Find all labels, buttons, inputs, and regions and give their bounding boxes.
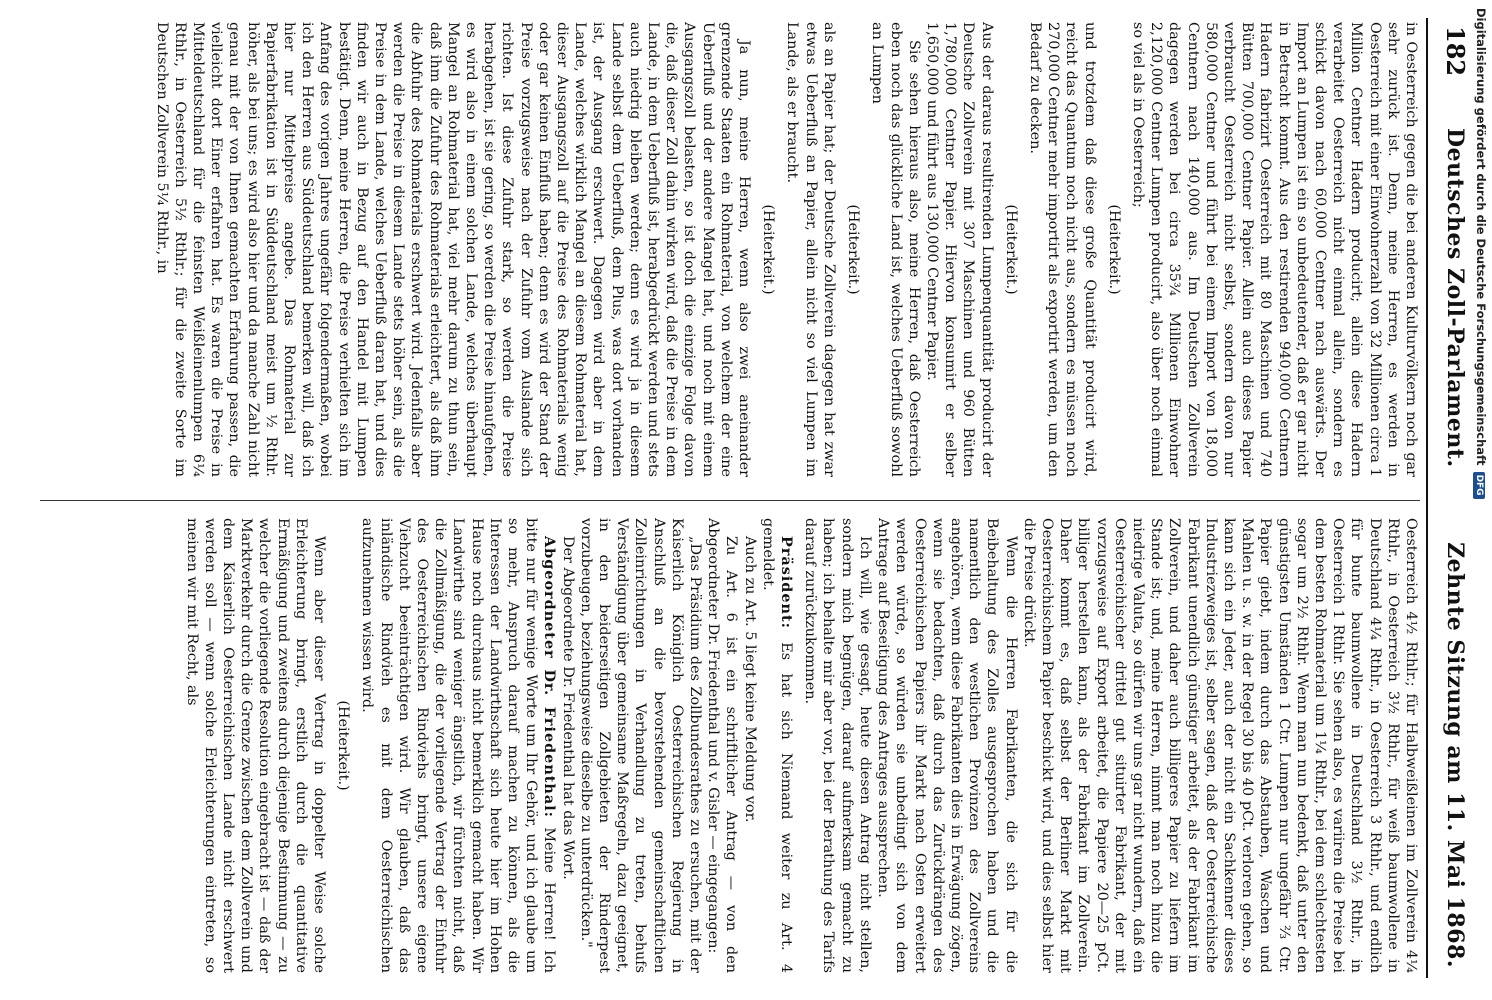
paragraph: Der Abgeordnete Dr. Friedenthal hat das Wort. — [559, 536, 576, 880]
paragraph: Wenn aber dieser Vertrag in doppelter Weise solche Erleichterung bringt, erstlich durch die quantitative Ermäßigung und zweitens durch diejenige Bestimmung — zu welcher die vorliegende Resolution eingebracht ist — daß der Marktverkehr durch die Grenze zwischen dem Zollverein und dem Kaiserlich Oesterreichischen Lande nicht erschwert werden soll — wenn solche Erleichterungen eintreten, so meinen wir mit Recht, als — [183, 518, 328, 973]
text-columns — [40, 18, 1420, 978]
credit-line — [1473, 8, 1488, 499]
paragraph: Sie sehen hieraus also, meine Herren, daß Oesterreich eben noch das glückliche Land ist, welches Ueberfluß sowohl an Lumpen — [869, 22, 922, 477]
paragraph: Auch zu Art. 5 liegt keine Meldung vor. — [741, 536, 758, 823]
statement-text: Meine Herren! Ich bitte nur für wenige Worte um Ihr Gehör, und ich glaube um so mehr, Anspruch darauf machen zu können, als die Interessen der Landwirthschaft sich heute hier im Hohen Hause noch durchaus nicht bemerklich gemacht haben. Wir Landwirthe sind weniger ängstlich, wir fürchten nicht, daß die Zollmäßigung, die der vorliegende Vertrag der Einfuhr des Oesterreichischen Rindviehs bringt, unsere eigene Viehzucht beeinträchtigen wird. Wir glauben, daß das inländische Rindvieh es mit dem Oesterreichischen aufzunehmen wissen wird. — [359, 518, 558, 973]
speaker-statement — [358, 518, 558, 973]
laughter-note: (Heiterkeit.) — [1002, 204, 1019, 295]
paragraph: Ja nun, meine Herren, wenn also zwei aneinander grenzende Staaten ein Rohmaterial, von welchem der eine Ueberfluß und der andere Mangel hat, und noch mit einem Ausgangszoll belasten, so ist doch die einzige Folge davon die, daß dieser Zoll dahin wirken wird, daß die Preise in dem Lande, in dem Ueberfluß ist, herabgedrückt werden und stets auch niedrig bleiben werden; denn es wird ja in diesem Lande selbst dem Ueberfluß, dem Plus, was dort vorhanden ist, der Ausgang erschwert. Dagegen wird aber in dem Lande, welches wirklich Mangel an diesem Rohmaterial hat, dieser Ausgangszoll auf die Preise des Rohmaterials wenig oder gar keinen Einfluß haben; denn es wird der Stand der Preise vorzugsweise nach der Zufuhr vom Auslande sich richten. Ist diese Zufuhr stark, so werden die Preise herabgehen, ist sie gering, so werden die Preise hinaufgehen, es wird also in einem solchen Lande, welches überhaupt Mangel an Rohmaterial hat, viel mehr darum zu thun sein, daß ihm die Zufuhr des Rohmaterials erleichtert, als daß ihm die Abfuhr des Rohmaterials erschwert wird. Jedenfalls aber werden die Preise in diesem Lande stets höher sein, als die Preise in dem Lande, welches Ueberfluß daran hat, und dies finden wir auch in Bezug auf den Handel mit Lumpen bestätigt. Denn, meine Herren, die Preise verhielten sich im Anfang des vorigen Jahres ungefähr folgendermaßen, wobei ich den Herren aus Süddeutschland bemerken will, daß ich hier nur Mittelpreise angebe. Das Rohmaterial zur Papierfabrikation ist in Süddeutschland meist um ½ Rthlr. höher, als bei uns; es wird also hier und da manche Zahl nicht genau mit der von Ihnen gemachten Erfahrung passen, die vielleicht dort Einer erfahren hat. Es waren die Preise in Mitteldeutschland für die feinsten Weißleinenlumpen 6¼ Rthlr., in Oesterreich 5½ Rthlr.; für die zweite Sorte im Deutschen Zollverein 5¼ Rthlr., in — [153, 22, 753, 477]
paragraph: als an Papier hat; der Deutsche Zollverein dagegen hat zwar etwas Ueberfluß an Papier, allein nicht so viel Lumpen im Lande, als er braucht. — [784, 22, 837, 477]
right-column — [40, 518, 1420, 973]
laughter-note: (Heiterkeit.) — [1105, 204, 1122, 295]
speaker-label: Abgeordneter Dr. Friedenthal: — [541, 536, 559, 818]
paragraph: Ich will, wie gesagt, heute diesen Antrag nicht stellen, sondern mich begnügen, darauf aufmerksam gemacht zu haben; ich behalte mir aber vor, bei der Berathung des Tarifs darauf zurückzukommen. — [802, 518, 873, 973]
statement-text: Es hat sich Niemand weiter zu Art. 4 gemeldet. — [759, 518, 795, 973]
column-divider — [40, 500, 1420, 501]
credit-text: Digitalisierung gefördert durch die Deutsche Forschungsgemeinschaft — [1474, 8, 1488, 466]
page-number: 182 — [1441, 26, 1470, 77]
paragraph: Oesterreich 4½ Rthlr.; für Halbweißleinen im Zollverein 4¼ Rthlr., in Oesterreich 3½ Rthlr., für weiß baumwollene in Deutschland 4¼ Rthlr., in Oesterreich 3 Rthlr., und endlich für bunte baumwollene in Deutschland 3½ Rthlr., in Oesterreich 1 Rthlr. Sie sehen also, es variiren die Preise bei dem besten Rohmaterial um 1¼ Rthlr., bei dem schlechtesten sogar um 2½ Rthlr. Wenn man nun bedenkt, daß unter den günstigsten Umständen 1 Ctr. Lumpen nur ungefähr ⅔ Ctr. Papier giebt, indem durch das Abstauben, Waschen und Mahlen u. s. w. in der Regel 30 bis 40 pCt. verloren gehen, so kann sich ein Jeder, auch der nicht ein Sachkenner dieses Industriezweiges ist, selber sagen, daß der Oesterreichische Fabrikant unendlich günstiger arbeitet, als der Fabrikant im Zollverein, und daher auch billigeres Papier zu liefern im Stande ist; und, meine Herren, nimmt man noch hinzu die niedrige Valuta, so dürfen wir uns gar nicht wundern, daß ein Oesterreichischer drittel gut situirter Fabrikant, der mit vorzugsweise auf Export arbeitet, die Papiere 20—25 pCt. billiger herstellen kann, als der Fabrikant im Zollverein. Daher kommt es, daß selbst der Berliner Markt mit Oesterreichischem Papier beschickt wird, und dies selbst hier die Preise drückt. — [1020, 518, 1419, 973]
motion-quote: „Das Präsidium des Zollbundesrathes zu ersuchen, mit der Kaiserlich Königlich Oesterreichischen Regierung in Anschluß an die bevorstehenden gemeinschaftlichen Zolleinrichtungen in Verhandlung zu treten, behufs Verständigung über gemeinsame Maßregeln, dazu geeignet, in den beiderseitigen Zollgebieten der Rinderpest vorzubeugen, beziehungsweise dieselbe zu unterdrücken." — [577, 518, 704, 973]
paragraph: in Oesterreich gegen die bei anderen Kulturvölkern noch gar sehr zurück ist. Denn, meine Herren, es werden in Oesterreich mit einer Einwohnerzahl von 32 Millionen circa 1 Million Centner Hadern producirt; allein diese Hadern verarbeitet Oesterreich nicht einmal allein, sondern es schickt davon nach 60,000 Centner nach auswärts. Der Import an Lumpen ist ein so unbedeutender, daß er gar nicht in Betracht kommt. Aus den restirenden 940,000 Centnern Hadern fabrizirt Oesterreich mit 80 Maschinen und 740 Bütten 700,000 Centner Papier. Allein auch dieses Papier verbraucht Oesterreich nicht selbst, sondern davon nur 580,000 Centner und führt bei einem Import von 18,000 Centnern nach 140,000 aus. Im Deutschen Zollverein dagegen werden bei circa 35¾ Millionen Einwohner 2,120,000 Centner Lumpen producirt, also über noch einmal so viel als in Oesterreich; — [1129, 22, 1419, 477]
paragraph: und trotzdem daß diese große Quantität producirt wird, reicht das Quantum noch nicht aus, sondern es müssen noch 270,000 Centner mehr importirt als exportirt werden, um den Bedarf zu decken. — [1026, 22, 1098, 477]
paragraph: Wenn die Herren Fabrikanten, die sich für die Beibehaltung des Zolles ausgesprochen haben und die namentlich den westlichen Provinzen des Zollvereins angehören, wenn diese Fabrikanten dies in Erwägung zögen, wenn sie bedachten, daß durch das Zurückdrängen des Oesterreichischen Papiers ihr Markt nach Osten erweitert werden würde, so würden sie unbedingt sich von dem Antrage auf Beseitigung des Antrages aussprechen. — [875, 518, 1019, 973]
dfg-logo: DFG — [1473, 472, 1485, 499]
laughter-note: (Heiterkeit.) — [760, 204, 777, 295]
president-statement — [759, 518, 795, 973]
speaker-label: Präsident: — [778, 536, 796, 629]
paragraph: Zu Art. 6 ist ein schriftlicher Antrag — von den Abgeordneter Dr. Friedenthal und v. Gisler — eingegangen: — [705, 518, 740, 973]
running-title-right: Zehnte Sitzung am 11. Mai 1868. — [1442, 542, 1468, 968]
left-column — [40, 22, 1420, 477]
laughter-note: (Heiterkeit.) — [845, 204, 862, 295]
rotated-page-content — [36, 18, 1476, 978]
page-header — [1426, 18, 1476, 978]
running-title-left: Deutsches Zoll-Parlament. — [1442, 128, 1468, 468]
digitization-credit — [1472, 8, 1488, 993]
paragraph: Aus der daraus resultirenden Lumpenquantität producirt der Deutsche Zollverein mit 307 Maschinen und 960 Bütten 1,780,000 Centner Papier. Hiervon konsumirt er selber 1,650,000 und führt aus 130,000 Centner Papier. — [923, 22, 995, 477]
laughter-note: (Heiterkeit.) — [335, 700, 352, 791]
